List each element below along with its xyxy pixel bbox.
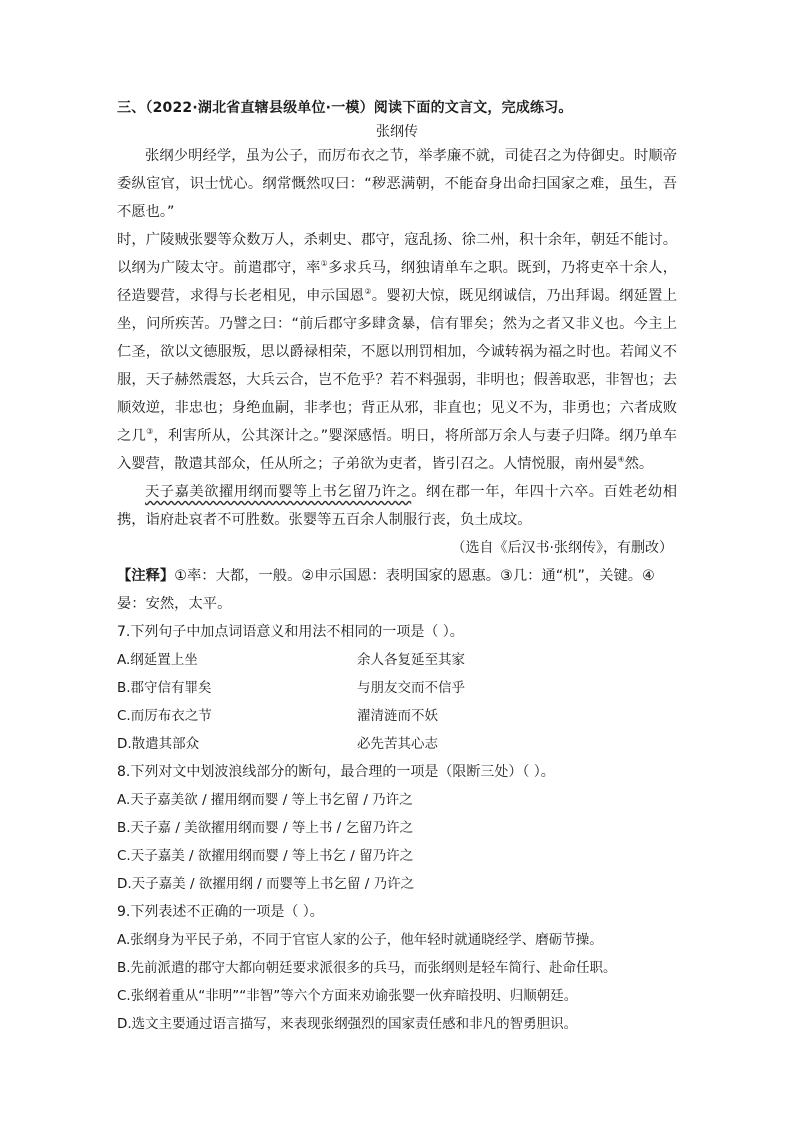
option-left: D.散遣其部众 (117, 736, 200, 752)
question-9-option: B.先前派遣的郡守大都向朝廷要求派很多的兵马，而张纲则是轻车简行、赴命任职。 (117, 960, 617, 976)
question-9-option: A.张纲身为平民子弟，不同于官宦人家的公子，他年轻时就通晓经学、磨砺节操。 (117, 932, 603, 948)
passage-paragraph-2 (117, 226, 677, 478)
question-9-option: D.选文主要通过语言描写，来表现张纲强烈的国家责任感和非凡的智勇胆识。 (117, 1016, 578, 1032)
question-7-option (117, 646, 677, 674)
option-right: 余人各复延至其家 (357, 652, 465, 668)
passage-paragraph-3 (117, 478, 677, 534)
question-7-stem: 7.下列句子中加点词语意义和用法不相同的一项是（ ）。 (117, 624, 464, 640)
passage-text: 。婴初大惊，既见纲诚信，乃出拜谒。纲延置上坐，问所疾苦。乃譬之曰：“前后郡守多肆贪暴，信有罪矣；然为之者又非义也。今主上仁圣，欲以文德服叛，思以爵禄相荣，不愿以刑罚相加，今诚转祸为福之时也。若闻义不服，天子赫然震怒，大兵云合，岂不危乎？若不料强弱，非明也；假善取恶，非智也；去顺效逆，非忠也；身绝血嗣，非孝也；背正从邪，非直也；见义不为，非勇也；六者成败之几 (117, 288, 678, 444)
passage-text: ，利害所从，公其深计之。”婴深感悟。明日，将所部万余人与妻子归降。纲乃单车入婴营，散遣其部众，任从所之；子弟欲为吏者，皆引召之。人情悦服，南州晏 (117, 428, 678, 472)
source-citation: （选自《后汉书·张纲传》，有删改） (451, 540, 673, 556)
passage-paragraph-1: 张纲少明经学，虽为公子，而厉布衣之节，举孝廉不就，司徒召之为侍御史。时顺帝委纵宦官，识士忧心。纲常慨然叹曰：“秽恶满朝，不能奋身出命扫国家之难，虽生，吾不愿也。” (117, 148, 677, 220)
option-right: 必先苦其心志 (357, 736, 438, 752)
passage-text: 多求兵马，纲独请单车之职。既到，乃将吏卒十余人，径造婴营，求得与长老相见，申示国恩 (117, 260, 678, 304)
option-left: A.纲延置上坐 (117, 652, 198, 668)
question-7-option (117, 730, 677, 758)
passage-title: 张纲传 (376, 124, 418, 140)
footnote-marker: ② (364, 287, 372, 297)
question-8-option: D.天子嘉美 / 欲擢用纲 / 而婴等上书乞留 / 乃许之 (117, 876, 415, 892)
question-8-option: B.天子嘉 / 美欲擢用纲而婴 / 等上书 / 乞留乃许之 (117, 820, 413, 836)
passage-text: 时，广陵贼张婴等众数万人，杀刺史、郡守，寇乱扬、徐二州，积十余年，朝廷不能讨。以纲为广陵太守。前遣郡守，率 (117, 232, 677, 276)
question-9-stem: 9.下列表述不正确的一项是（ ）。 (117, 904, 324, 920)
notes-text: ①率：大都，一般。②申示国恩：表明国家的恩惠。③几：通“机”，关键。④晏：安然，太平。 (117, 568, 655, 612)
option-right: 濯清涟而不妖 (357, 708, 438, 724)
section-heading: 三、（2022·湖北省直辖县级单位·一模）阅读下面的文言文，完成练习。 (117, 100, 573, 116)
footnote-marker: ① (320, 259, 329, 269)
question-8-stem: 8.下列对文中划波浪线部分的断句，最合理的一项是（限断三处）（ ）。 (117, 764, 555, 780)
question-8-option: C.天子嘉美 / 欲擢用纲而婴 / 等上书乞 / 留乃许之 (117, 848, 414, 864)
page-content (117, 90, 677, 1038)
option-right: 与朋友交而不信乎 (357, 680, 465, 696)
passage-text: 。纲在郡一年，年四十六卒。百姓老幼相携，诣府赴哀者不可胜数。张婴等五百余人制服行丧，负土成坟。 (117, 484, 678, 528)
annotation-notes (117, 562, 677, 618)
question-7-option (117, 674, 677, 702)
passage-text: 然。 (624, 456, 654, 472)
notes-label: 【注释】 (117, 568, 175, 584)
footnote-marker: ③ (146, 427, 154, 437)
question-9-option: C.张纲着重从“非明”“非智”等六个方面来劝谕张婴一伙弃暗投明、归顺朝廷。 (117, 988, 578, 1004)
wavy-underlined-sentence: 天子嘉美欲擢用纲而婴等上书乞留乃许之 (145, 484, 412, 500)
option-left: B.郡守信有罪矣 (117, 680, 212, 696)
question-7-option (117, 702, 677, 730)
footnote-marker: ④ (617, 455, 625, 465)
option-left: C.而厉布衣之节 (117, 708, 212, 724)
question-8-option: A.天子嘉美欲 / 擢用纲而婴 / 等上书乞留 / 乃许之 (117, 792, 413, 808)
